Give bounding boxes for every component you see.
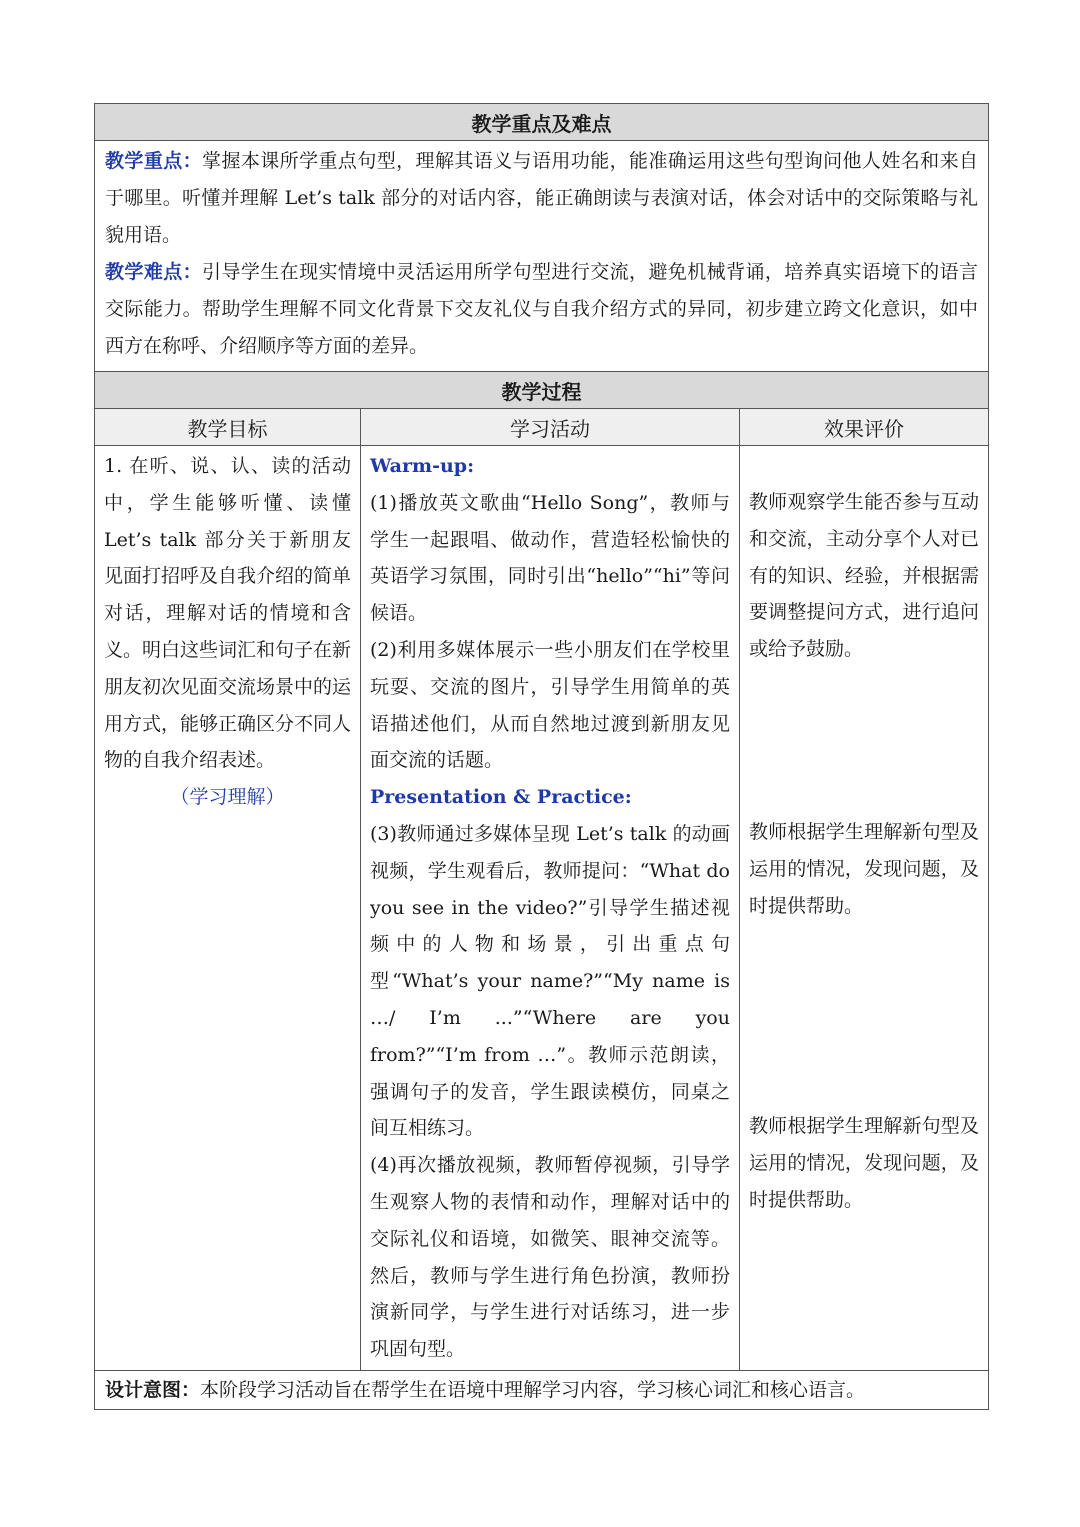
lesson-plan-table (94, 103, 989, 1410)
key-points-body (95, 141, 989, 372)
presentation-step-3: (3)教师通过多媒体呈现 Let’s talk 的动画视频，学生观看后，教师提问：“What do you see in the video?”引导学生描述视频中的人物和场景，引出重点句型“What’s your name?”“My name is …/ I’m ...”“Where are you from?”“I’m from …”。教师示范朗读，强调句子的发音，学生跟读模仿，同桌之间互相练习。 (370, 822, 730, 1140)
design-intent (95, 1370, 989, 1409)
evaluation-cell (740, 446, 989, 1371)
focus-label: 教学重点： (105, 150, 203, 172)
presentation-heading: Presentation & Practice: (370, 786, 632, 809)
teaching-focus (105, 143, 978, 254)
column-header-activities: 学习活动 (361, 409, 740, 446)
focus-text: 掌握本课所学重点句型，理解其语义与语用功能，能准确运用这些句型询问他人姓名和来自于哪里。听懂并理解 Let’s talk 部分的对话内容，能正确朗读与表演对话，体会对话中的交际策略与礼貌用语。 (105, 150, 978, 246)
warmup-step-1: (1)播放英文歌曲“Hello Song”，教师与学生一起跟唱、做动作，营造轻松愉快的英语学习氛围，同时引出“hello”“hi”等问候语。 (370, 491, 730, 625)
objective-text: 1. 在听、说、认、读的活动中，学生能够听懂、读懂 Let’s talk 部分关于新朋友见面打招呼及自我介绍的简单对话，理解对话的情境和含义。明白这些词汇和句子在新朋友初次见面交流场景中的运用方式，能够正确区分不同人物的自我介绍表述。 (104, 455, 352, 772)
evaluation-3: 教师根据学生理解新句型及运用的情况，发现问题，及时提供帮助。 (749, 1115, 979, 1211)
presentation-step-4: (4)再次播放视频，教师暂停视频，引导学生观察人物的表情和动作，理解对话中的交际礼仪和语境，如微笑、眼神交流等。然后，教师与学生进行角色扮演，教师扮演新同学，与学生进行对话练习，进一步巩固句型。 (370, 1154, 730, 1361)
design-label: 设计意图： (105, 1378, 201, 1401)
warmup-step-2: (2)利用多媒体展示一些小朋友们在学校里玩耍、交流的图片，引导学生用简单的英语描述他们，从而自然地过渡到新朋友见面交流的话题。 (370, 638, 730, 772)
warmup-heading: Warm-up: (370, 455, 475, 477)
objective-tag: （学习理解） (170, 786, 285, 809)
column-header-objective: 教学目标 (95, 409, 361, 446)
difficulty-label: 教学难点： (105, 261, 203, 283)
objective-cell (95, 446, 361, 1371)
difficulty-text: 引导学生在现实情境中灵活运用所学句型进行交流，避免机械背诵，培养真实语境下的语言交际能力。帮助学生理解不同文化背景下交友礼仪与自我介绍方式的异同，初步建立跨文化意识，如中西方在称呼、介绍顺序等方面的差异。 (105, 261, 978, 357)
process-header: 教学过程 (95, 372, 989, 409)
key-points-header: 教学重点及难点 (95, 104, 989, 141)
design-text: 本阶段学习活动旨在帮学生在语境中理解学习内容，学习核心词汇和核心语言。 (200, 1378, 866, 1401)
evaluation-2: 教师根据学生理解新句型及运用的情况，发现问题，及时提供帮助。 (749, 820, 979, 917)
column-header-evaluation: 效果评价 (740, 409, 989, 446)
teaching-difficulty (105, 254, 978, 365)
evaluation-1: 教师观察学生能否参与互动和交流，主动分享个人对已有的知识、经验，并根据需要调整提问方式，进行追问或给予鼓励。 (749, 491, 979, 661)
activities-cell (361, 446, 740, 1371)
